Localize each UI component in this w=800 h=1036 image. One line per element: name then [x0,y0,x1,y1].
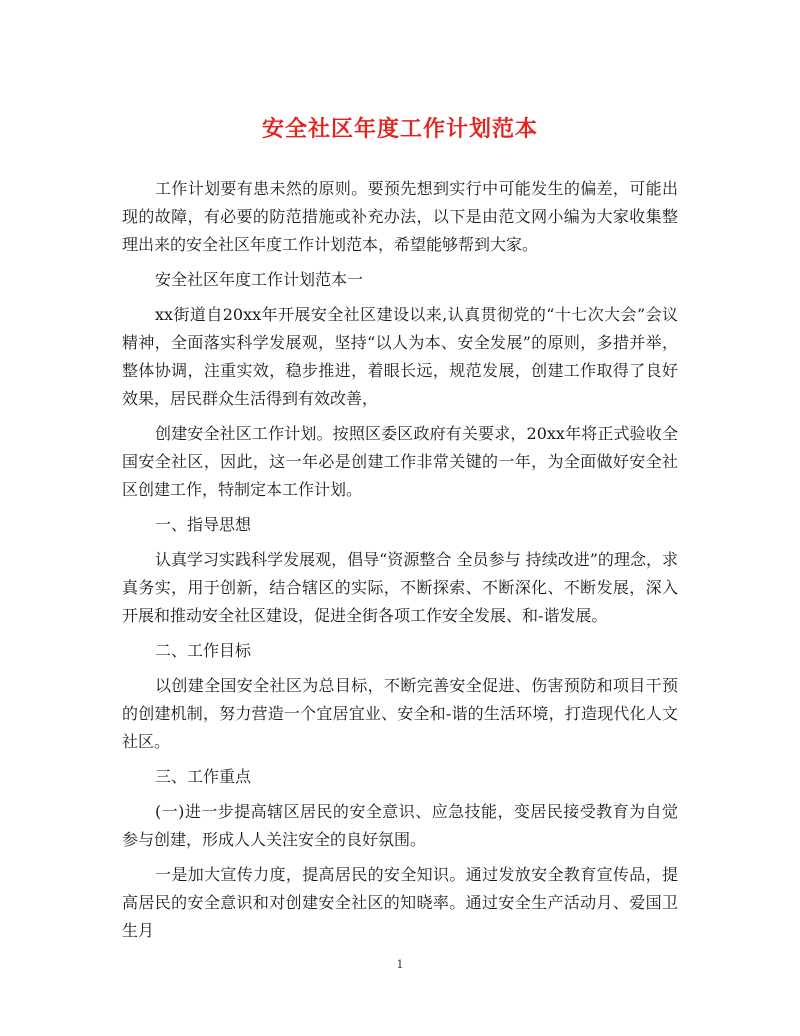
paragraph-focus-publicity: 一是加大宣传力度，提高居民的安全知识。通过发放安全教育宣传品，提高居民的安全意识和对创建安全社区的知晓率。通过安全生产活动月、爱国卫生月 [122,865,678,940]
paragraph-intro: 工作计划要有患未然的原则。要预先想到实行中可能发生的偏差，可能出现的故障，有必要的防范措施或补充办法，以下是由范文网小编为大家收集整理出来的安全社区年度工作计划范本，希望能够帮到大家。 [122,179,678,254]
paragraph-purpose: 创建安全社区工作计划。按照区委区政府有关要求，20xx年将正式验收全国安全社区，因此，这一年必是创建工作非常关键的一年，为全面做好安全社区创建工作，特制定本工作计划。 [122,424,678,499]
document-body [122,175,678,952]
paragraph-background: xx街道自20xx年开展安全社区建设以来,认真贯彻党的“十七次大会”会议精神，全面落实科学发展观，坚持“以人为本、安全发展”的原则，多措并举，整体协调，注重实效，稳步推进，着眼长远，规范发展，创建工作取得了良好效果，居民群众生活得到有效改善， [122,305,678,408]
document-title: 安全社区年度工作计划范本 [261,116,538,142]
section-heading-guiding-thought: 一、指导思想 [155,515,252,534]
section-heading-work-focus: 三、工作重点 [155,767,252,786]
paragraph-work-goal: 以创建全国安全社区为总目标，不断完善安全促进、伤害预防和项目干预的创建机制，努力营造一个宜居宜业、安全和-谐的生活环境，打造现代化人文社区。 [122,676,678,751]
paragraph-focus-one: (一)进一步提高辖区居民的安全意识、应急技能，变居民接受教育为自觉参与创建，形成人人关注安全的良好氛围。 [122,802,678,849]
paragraph-guiding-thought: 认真学习实践科学发展观，倡导“资源整合 全员参与 持续改进”的理念，求真务实，用于创新，结合辖区的实际，不断探索、不断深化、不断发展，深入开展和推动安全社区建设，促进全街各项工作安全发展、和-谐发展。 [122,550,678,625]
section-heading-work-goal: 二、工作目标 [155,641,252,660]
page-number: 1 [396,958,404,971]
section-heading-plan-one: 安全社区年度工作计划范本一 [155,270,364,289]
